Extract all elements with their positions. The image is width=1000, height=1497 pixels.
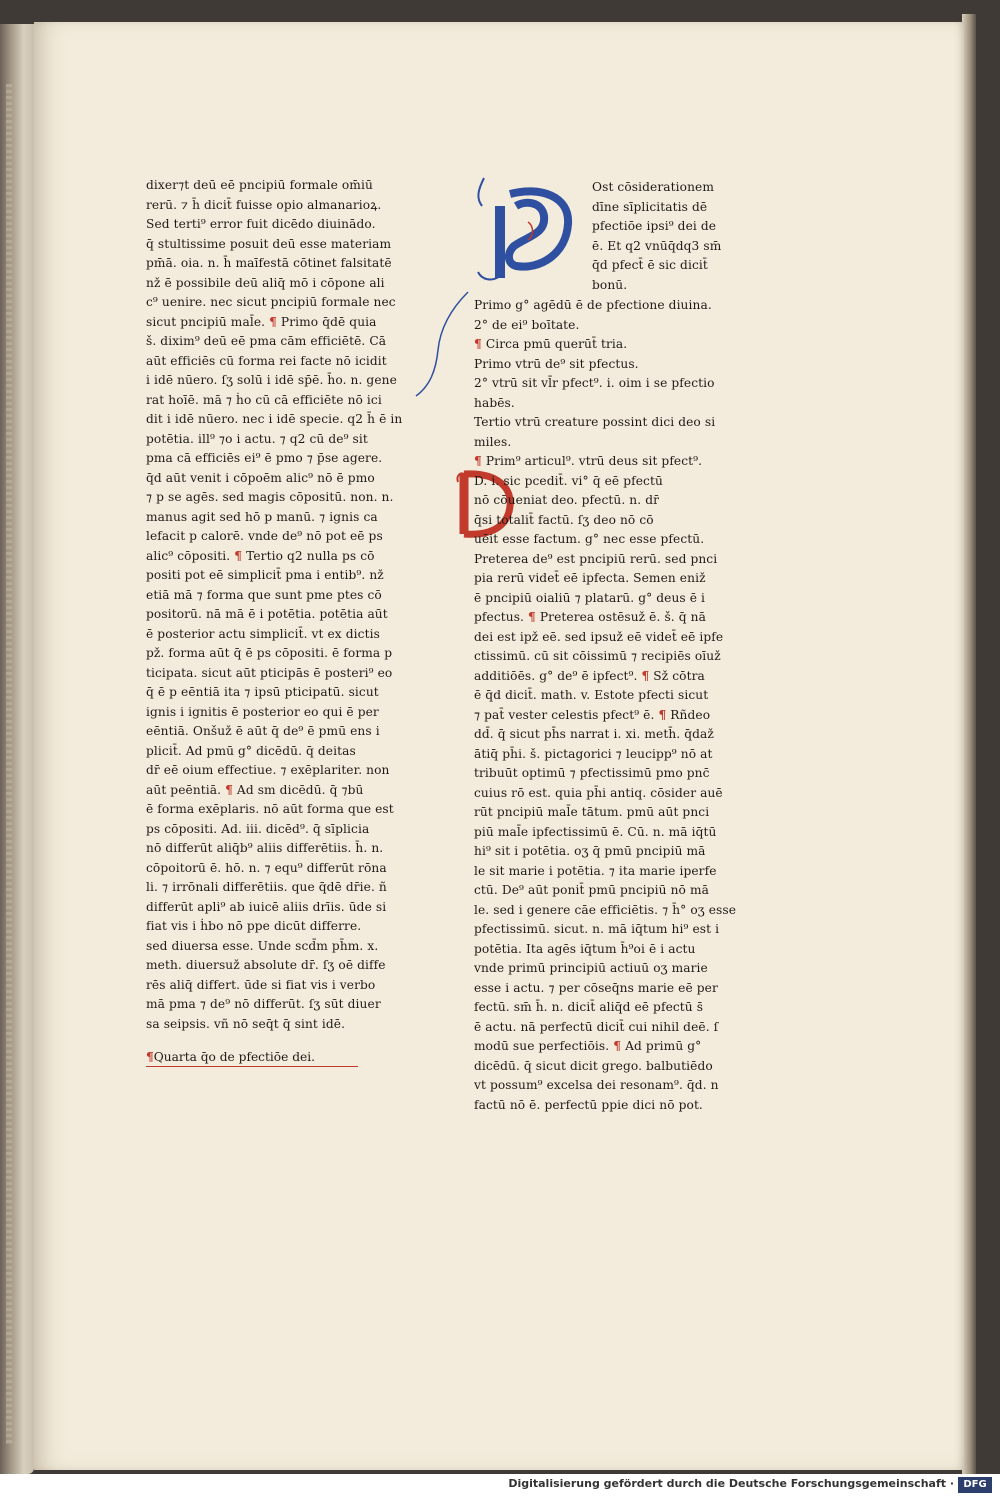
text-line: 2° de ei⁹ boītate.	[474, 317, 580, 332]
illuminated-initial-p	[470, 176, 578, 286]
text-line: rerū. ⁊ h̄ dicit̄ fuisse opio almanarioꝝ.	[146, 197, 382, 212]
initial-flourish	[410, 290, 470, 400]
text-line: ps cōpositi. Ad. iii. dicēd⁹. q̄ sīplicia	[146, 821, 370, 836]
text-line: fiat vis i ḣbo nō ppe dicūt differre.	[146, 919, 362, 933]
text-line: Preterea de⁹ est pncipiū rerū. sed pnci	[474, 551, 718, 566]
text-line: hi⁹ sit i potētia. oʒ q̄ pmū pncipiū mā	[474, 844, 706, 858]
text-line: le. sed i genere cāe efficiētis. ⁊ h̄° oʒ esse	[474, 902, 737, 917]
text-line: š. dixim⁹ deū eē pma cām efficiētē. Cā	[146, 334, 387, 348]
text-line: dixer⁊t deū eē pncipiū formale om̄iū	[146, 178, 373, 192]
text-line: ticipata. sicut aūt pticipās ē posteri⁹ eo	[146, 665, 393, 680]
text-line: sicut pncipiū mal̄e. ¶ Primo q̄dē quia	[146, 314, 377, 329]
text-line: ē pncipiū oialiū ⁊ platarū. g° deus ē i	[474, 590, 706, 605]
text-line: pfectus. ¶ Preterea ostēsuž ē. š. q̄ nā	[474, 610, 706, 624]
text-line: ⁊ p se agēs. sed magis cōpositū. non. n.	[146, 490, 394, 504]
page-edge-right	[962, 14, 976, 1484]
text-line: lefacit p calorē. vnde de⁹ nō pot eē ps	[146, 529, 383, 543]
text-line: uēit esse factum. g° nec esse pfectū.	[474, 532, 705, 546]
text-line: ctū. De⁹ aūt ponit̄ pmū pncipiū nō mā	[474, 883, 709, 897]
left-text-column	[146, 176, 408, 1034]
text-line: pfectissimū. sicut. n. mā iq̄tum hi⁹ est i	[474, 922, 720, 936]
text-line: dei est ipž eē. sed ipsuž eē videt̄ eē ipfe	[474, 629, 724, 644]
text-line: mā pma ⁊ de⁹ nō differūt. ſʒ sūt diuer	[146, 997, 381, 1011]
text-line: potētia. ill⁹ ⁊o i actu. ⁊ q2 cū de⁹ sit	[146, 431, 368, 446]
text-line: q̄si totalit̄ factū. ſʒ deo nō cō	[474, 512, 654, 527]
text-line: q̄ ē p eēntiā ita ⁊ ipsū pticipatū. sicut	[146, 685, 379, 699]
page-edges	[6, 84, 12, 1444]
text-line: ⁊ pat̄ vester celestis pfect⁹ ē. ¶ Rñdeo	[474, 707, 711, 722]
text-line: differūt apli⁹ ab iuicē aliis drīis. ūde si	[146, 899, 387, 914]
text-line: sed diuersa esse. Unde scd̄m ph̄m. x.	[146, 938, 379, 953]
pilcrow-icon: ¶	[269, 314, 277, 329]
text-line: Primo g° agēdū ē de pfectione diuina.	[474, 298, 712, 312]
text-line: ātiq̄ ph̄i. š. pictagorici ⁊ leucipp⁹ nō at	[474, 746, 713, 761]
heading-line: dīne sīplicitatis dē	[592, 199, 708, 214]
text-line: pma cā efficiēs ei⁹ ē pmo ⁊ p̄se agere.	[146, 451, 383, 465]
text-line: vnde primū principiū actiuū oʒ marie	[474, 961, 708, 975]
right-text-column	[474, 296, 740, 1115]
text-line: rūt pncipiū mal̄e tātum. pmū aūt pnci	[474, 805, 710, 819]
dfg-logo: DFG	[958, 1477, 992, 1493]
text-line: ē forma exēplaris. nō aūt forma que est	[146, 802, 394, 816]
text-line: pm̄ā. oia. n. h̄ maīfestā cōtinet falsitatē	[146, 256, 392, 270]
pilcrow-icon: ¶	[146, 1050, 154, 1064]
pilcrow-icon: ¶	[613, 1039, 622, 1053]
heading-line: bonū.	[592, 277, 628, 292]
text-line: plicit̄. Ad pmū g° dicēdū. q̄ deitas	[146, 743, 356, 758]
text-line: ē q̄d dicit̄. math. v. Estote pfecti sicut	[474, 688, 709, 702]
text-line: Sed terti⁹ error fuit dicēdo diuinādo.	[146, 217, 376, 231]
book-binding-left	[0, 24, 34, 1474]
text-line: positi pot eē simplicit̄ pma i entib⁹. nž	[146, 568, 384, 582]
text-line: ¶ Circa pmū querūt̄ tria.	[474, 337, 628, 351]
text-line: manus agit sed hō p manū. ⁊ ignis ca	[146, 509, 378, 524]
pilcrow-icon: ¶	[474, 337, 482, 351]
text-line: le sit marie i potētia. ⁊ ita marie iperfe	[474, 863, 717, 878]
text-line: ignis i ignitis ē posterior eo qui ē per	[146, 704, 379, 719]
text-line: piū mal̄e ipfectissimū ē. Cū. n. mā iq̄tū	[474, 824, 717, 839]
text-line: c⁹ uenire. nec sicut pncipiū formale nec	[146, 295, 396, 309]
text-line: esse i actu. ⁊ per cōseq̄ns marie eē per	[474, 980, 718, 995]
text-line: fectū. sm̄ h̄. n. dicit̄ aliq̄d eē pfectū s̄	[474, 1000, 704, 1014]
text-line: pia rerū videt̄ eē ipfecta. Semen eniž	[474, 571, 706, 585]
text-line: pž. forma aūt q̄ ē ps cōpositi. ē forma p	[146, 646, 393, 660]
text-line: ē posterior actu simplicit̄. vt ex dictis	[146, 626, 380, 641]
text-line: 2° vtrū sit vl̄r pfect⁹. i. oim i se pfectio	[474, 376, 715, 390]
text-line: vt possum⁹ excelsa dei resonam⁹. q̄d. n	[474, 1078, 719, 1092]
heading-line: q̄d pfect̄ ē sic dicit̄	[592, 258, 708, 272]
text-line: aūt efficiēs cū forma rei facte nō icidit	[146, 353, 387, 368]
footer-credit: Digitalisierung gefördert durch die Deutsche Forschungsgemeinschaft ·	[508, 1477, 954, 1490]
text-line: eēntiā. Onšuž ē aūt q̄ de⁹ ē pmū ens i	[146, 724, 380, 738]
text-line: dicēdū. q̄ sicut dicit grego. balbutiēdo	[474, 1058, 713, 1073]
heading-line: pfectiōe ipsi⁹ dei de	[592, 219, 717, 233]
text-line: modū sue perfectiōis. ¶ Ad primū g°	[474, 1039, 702, 1053]
text-line: Primo vtrū de⁹ sit pfectus.	[474, 356, 639, 371]
text-line: etiā mā ⁊ forma que sunt pme ptes cō	[146, 587, 382, 602]
text-line: aūt peēntiā. ¶ Ad sm dicēdū. q̄ ⁊bū	[146, 782, 364, 797]
text-line: habēs.	[474, 395, 515, 410]
text-line: cōpoitorū ē. hō. n. ⁊ equ⁹ differūt rōna	[146, 860, 387, 875]
pilcrow-icon: ¶	[225, 782, 233, 797]
text-line: nō differūt aliq̄b⁹ aliis differētiis. h̄. n.	[146, 841, 384, 855]
rubric-heading	[146, 1050, 358, 1067]
text-line: sa seipsis. vñ nō seq̄t q̄ sint idē.	[146, 1016, 346, 1031]
pilcrow-icon: ¶	[641, 668, 650, 683]
heading-line: Ost cōsiderationem	[592, 180, 714, 194]
text-line: positorū. nā mā ē i potētia. potētia aūt	[146, 607, 388, 621]
text-line: q̄d aūt venit i cōpoēm alic⁹ nō ē pmo	[146, 470, 375, 485]
text-line: ē actu. nā perfectū dicit̄ cui nihil deē. ſ	[474, 1019, 719, 1034]
footer-bar	[0, 1474, 1000, 1497]
text-line: alic⁹ cōpositi. ¶ Tertio q2 nulla ps cō	[146, 548, 375, 563]
text-line: rēs aliq̄ differt. ūde si fiat vis i verbo	[146, 977, 376, 992]
text-line: additiōēs. g° de⁹ ē ipfect⁹. ¶ Sž cōtra	[474, 668, 705, 683]
text-line: cuius rō est. quia ph̄i antiq. cōsider auē	[474, 785, 723, 800]
text-line: rat hoīē. mā ⁊ ḣo cū cā efficiēte nō ici	[146, 392, 382, 407]
right-column-heading-text	[592, 178, 737, 295]
text-line: D. i. sic pcedit̄. vi° q̄ eē pfectū	[474, 473, 663, 488]
pilcrow-icon: ¶	[474, 454, 482, 468]
text-line: q̄ stultissime posuit deū esse materiam	[146, 236, 392, 251]
text-line: ctissimū. cū sit cōissimū ⁊ recipiēs oīuž	[474, 649, 721, 663]
rubric-text: Quarta q̄o de pfectiōe dei.	[153, 1050, 315, 1064]
text-line: Tertio vtrū creature possint dici deo si	[474, 415, 716, 429]
text-line: dit i idē nūero. nec i idē specie. q2 h̄ ē in	[146, 412, 403, 426]
text-line: nž ē possibile deū aliq̄ mō i cōpone ali	[146, 275, 385, 290]
text-line: factū nō ē. perfectū ppie dici nō pot.	[474, 1097, 703, 1112]
heading-line: ē. Et q2 vnūq̄dq3 sm̄	[592, 238, 722, 253]
text-line: meth. diuersuž absolute dr̄. ſʒ oē diffe	[146, 958, 386, 972]
text-line: ¶ Prim⁹ articul⁹. vtrū deus sit pfect⁹.	[474, 454, 703, 468]
pilcrow-icon: ¶	[658, 707, 667, 722]
text-line: dd̄. q̄ sicut ph̄s narrat i. xi. meth̄. q̄daž	[474, 727, 714, 741]
text-line: tribuūt optimū ⁊ pfectissimū pmo pnc̄	[474, 766, 710, 780]
text-line: miles.	[474, 434, 512, 449]
pilcrow-icon: ¶	[234, 548, 243, 563]
text-line: i idē nūero. ſʒ solū i idē sp̄ē. h̄o. n. gene	[146, 373, 397, 387]
pilcrow-icon: ¶	[528, 610, 536, 624]
text-line: nō cōueniat deo. pfectū. n. dr̄	[474, 493, 660, 507]
text-line: li. ⁊ irrōnali differētiis. que q̄dē dr̄ie. ñ	[146, 880, 387, 894]
text-line: potētia. Ita agēs iq̄tum h̄⁹oi ē i actu	[474, 941, 696, 956]
text-line: dr̄ eē oium effectiue. ⁊ exēplariter. non	[146, 763, 390, 777]
